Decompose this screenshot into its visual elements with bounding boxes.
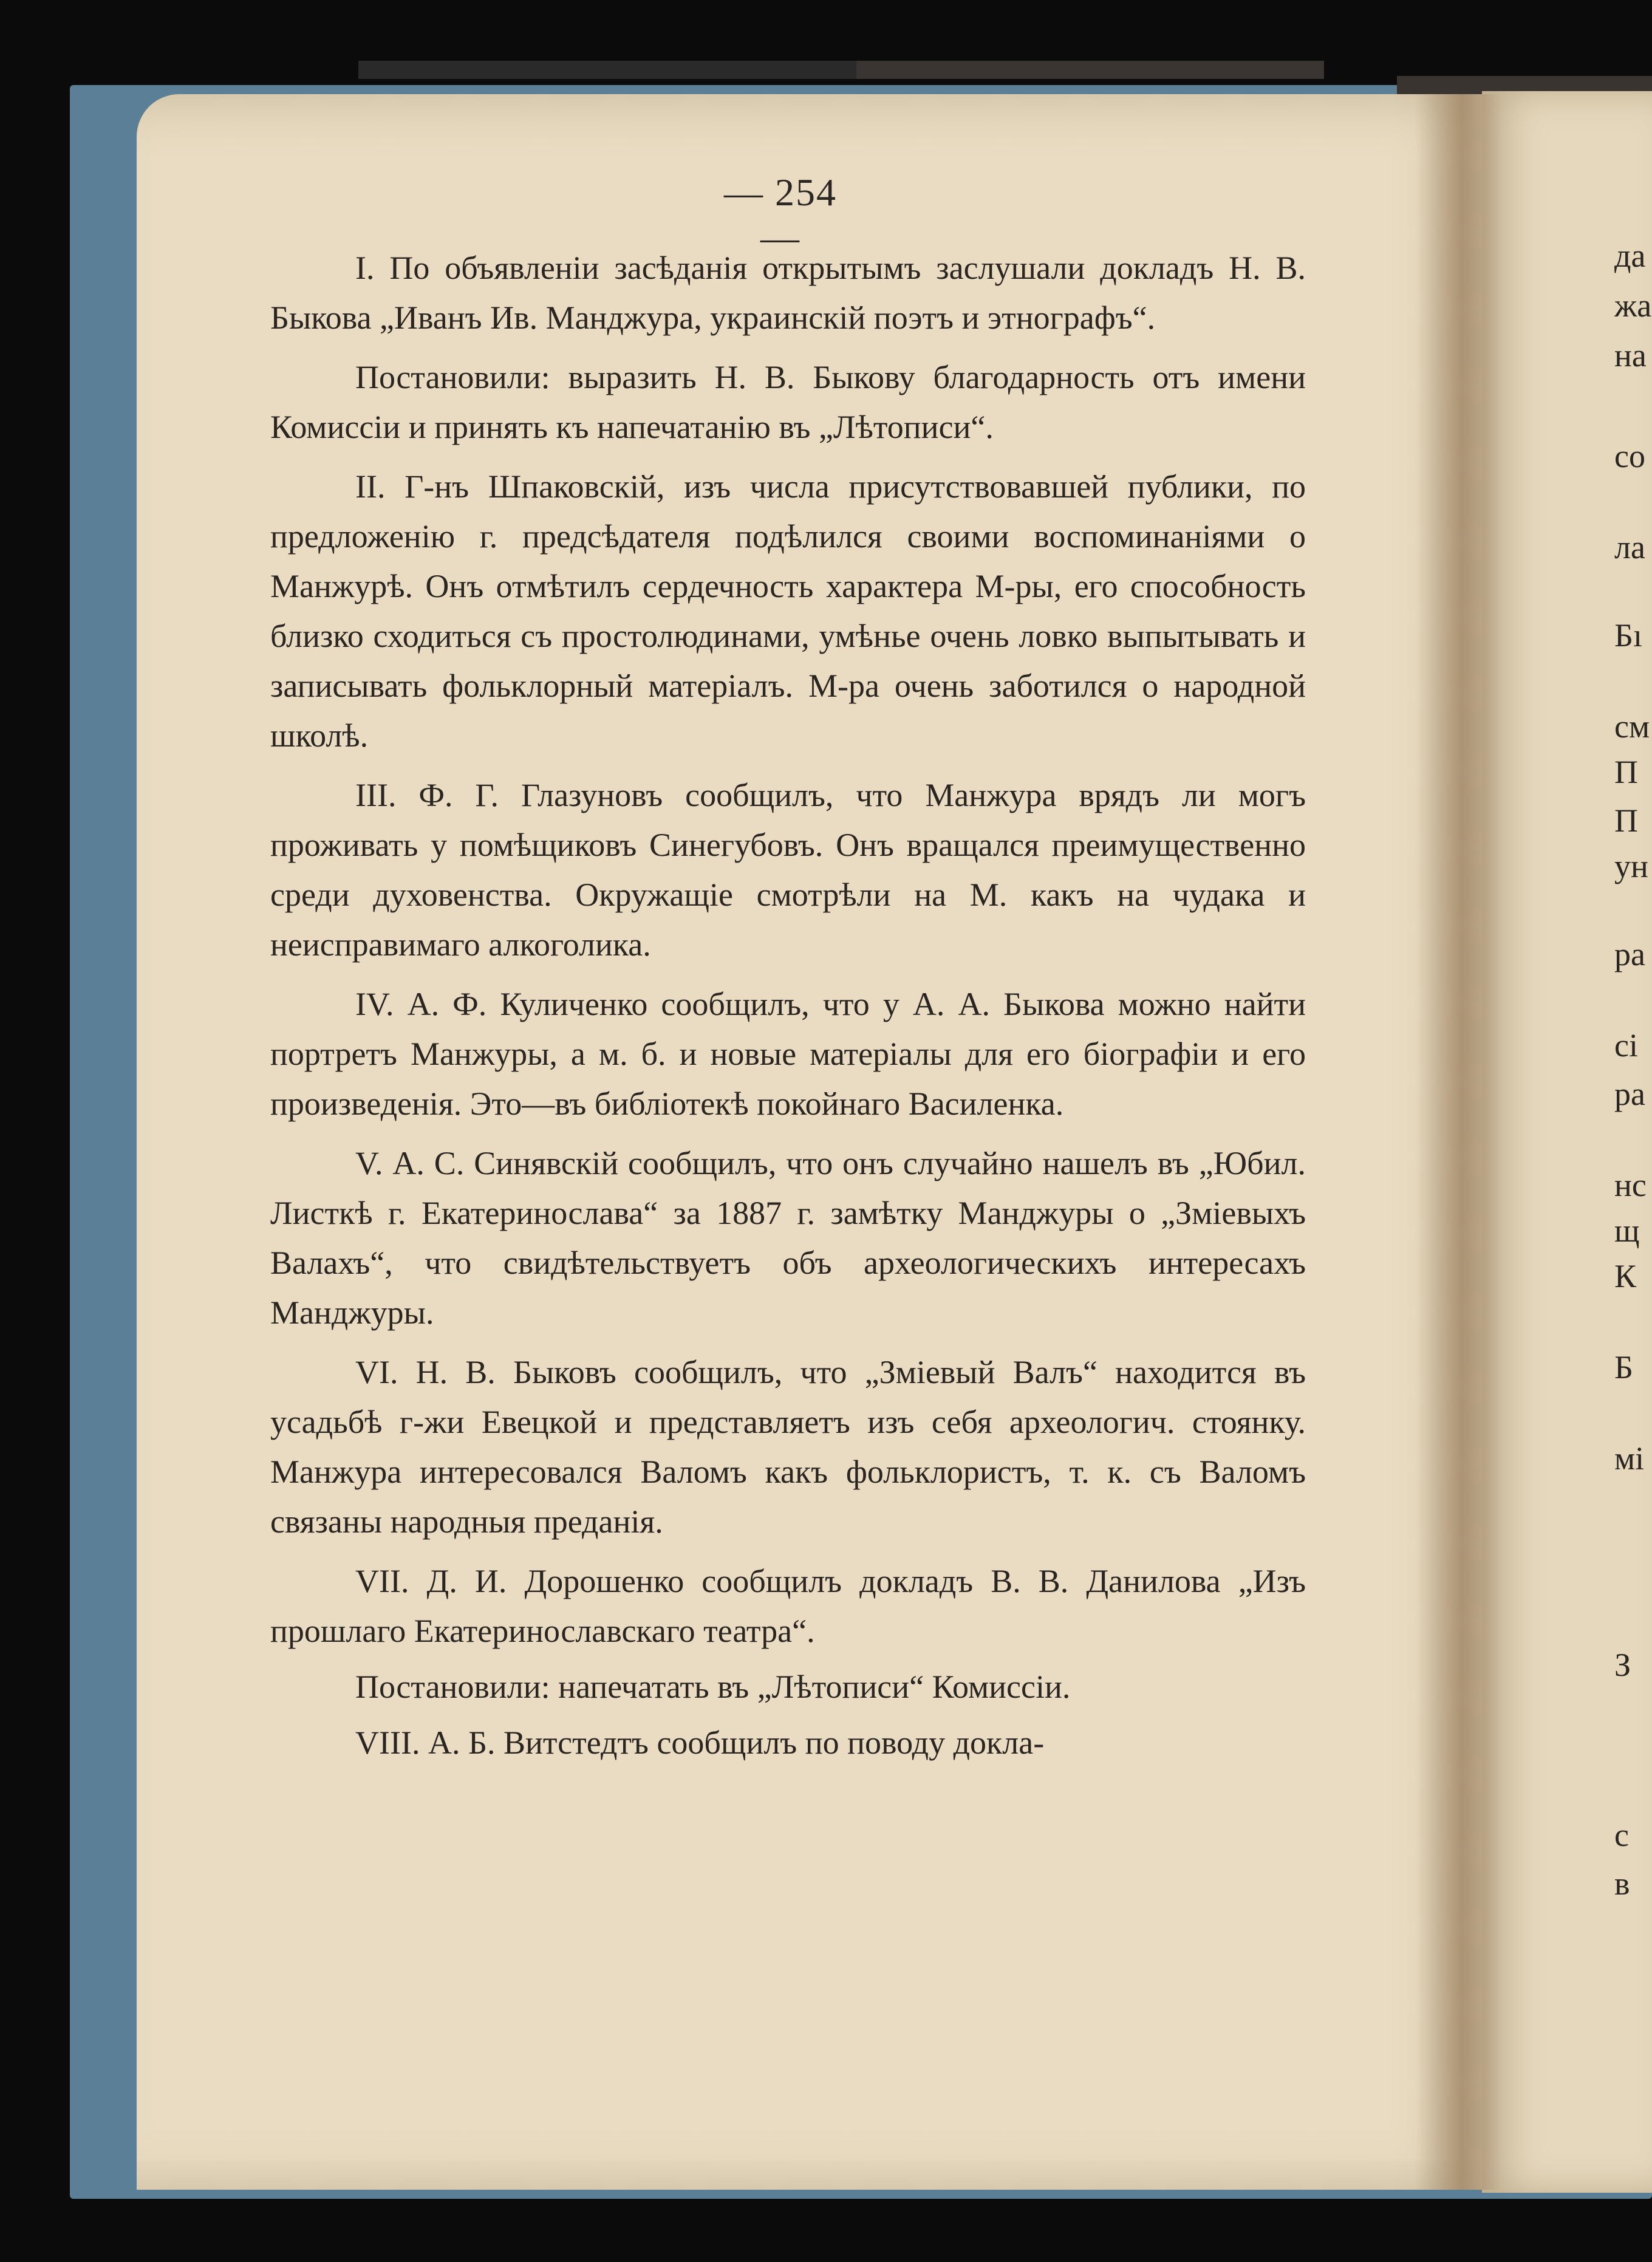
page-number: — 254 — <box>724 171 837 259</box>
paragraph-3: II. Г-нъ Шпаковскій, изъ числа присутствовавшей публики, по предложенію г. предсѣдателя подѣлился своими воспоминаніями о Манжурѣ. Онъ отмѣтилъ сердечность характера М-ры, его способность близко сходиться съ простолюдинами, умѣнье очень ловко выпытывать и записывать фольклорный матеріалъ. М-ра очень заботился о народной школѣ. <box>270 468 1306 754</box>
page-text <box>270 243 1306 1777</box>
next-page-fragment: на <box>1614 337 1647 374</box>
page-gutter <box>1415 94 1500 2190</box>
paragraph-4: III. Ф. Г. Глазуновъ сообщилъ, что Манжура врядъ ли могъ проживать у помѣщиковъ Синегубовъ. Онъ вращался преимущественно среди духовенства. Окружащіе смотрѣли на М. какъ на чудака и неисправимаго алкоголика. <box>270 777 1306 963</box>
paragraph-5: IV. А. Ф. Куличенко сообщилъ, что у А. А. Быкова можно найти портретъ Манжуры, а м. б. и новые матеріалы для его біографіи и его произведенія. Это—въ библіотекѣ покойнаго Василенка. <box>270 986 1306 1122</box>
next-page-fragment: с <box>1614 1817 1629 1853</box>
paragraph-2: Постановили: выразить Н. В. Быкову благодарность отъ имени Комиссіи и принять къ напечатанію въ „Лѣтописи“. <box>270 359 1306 445</box>
next-page-fragment: сі <box>1614 1027 1638 1064</box>
scan-edge-strip <box>856 61 1324 79</box>
next-page-fragment: со <box>1614 438 1645 474</box>
next-page-fragment: нс <box>1614 1167 1647 1203</box>
next-page-fragment: ра <box>1614 1076 1645 1112</box>
next-page-fragment: мі <box>1614 1440 1645 1477</box>
next-page-fragment: З <box>1614 1647 1631 1683</box>
next-page-fragment: щ <box>1614 1212 1640 1249</box>
paragraph-6: V. А. С. Синявскій сообщилъ, что онъ случайно нашелъ въ „Юбил. Листкѣ г. Екатеринослава“ за 1887 г. замѣтку Манджуры о „Зміевыхъ Валахъ“, что свидѣтельствуетъ объ археологическихъ интересахъ Манджуры. <box>270 1145 1306 1331</box>
paragraph-9: Постановили: напечатать въ „Лѣтописи“ Комиссіи. <box>355 1669 1071 1705</box>
next-page-fragment: ра <box>1614 936 1645 972</box>
next-page-fragment: ла <box>1614 529 1645 566</box>
paragraph-8: VII. Д. И. Дорошенко сообщилъ докладъ В. В. Данилова „Изъ прошлаго Екатеринославскаго театра“. <box>270 1563 1306 1649</box>
next-page-fragment: Б <box>1614 1349 1634 1386</box>
next-page-fragment: в <box>1614 1865 1630 1902</box>
next-page-fragment: П <box>1614 754 1638 790</box>
next-page-text-lower <box>1614 1640 1652 2004</box>
next-page-text <box>1614 231 1652 1628</box>
next-page-fragment: П <box>1614 802 1638 839</box>
next-page-fragment: см <box>1614 708 1650 745</box>
next-page-fragment: да <box>1614 237 1646 274</box>
next-page-fragment: жа <box>1614 287 1652 324</box>
next-page-fragment: К <box>1614 1258 1637 1294</box>
next-page-fragment: ун <box>1614 848 1648 884</box>
next-page-fragment: Бı <box>1614 617 1643 654</box>
scan-edge-strip <box>358 61 856 79</box>
paragraph-10: VIII. А. Б. Витстедтъ сообщилъ по поводу докла- <box>355 1724 1045 1761</box>
paragraph-7: VI. Н. В. Быковъ сообщилъ, что „Зміевый Валъ“ находится въ усадьбѣ г-жи Евецкой и представляетъ изъ себя археологич. стоянку. Манжура интересовался Валомъ какъ фольклористъ, т. к. съ Валомъ связаны народныя преданія. <box>270 1354 1306 1540</box>
paragraph-1: I. По объявленіи засѣданія открытымъ заслушали докладъ Н. В. Быкова „Иванъ Ив. Манджура, украинскій поэтъ и этнографъ“. <box>270 250 1306 336</box>
